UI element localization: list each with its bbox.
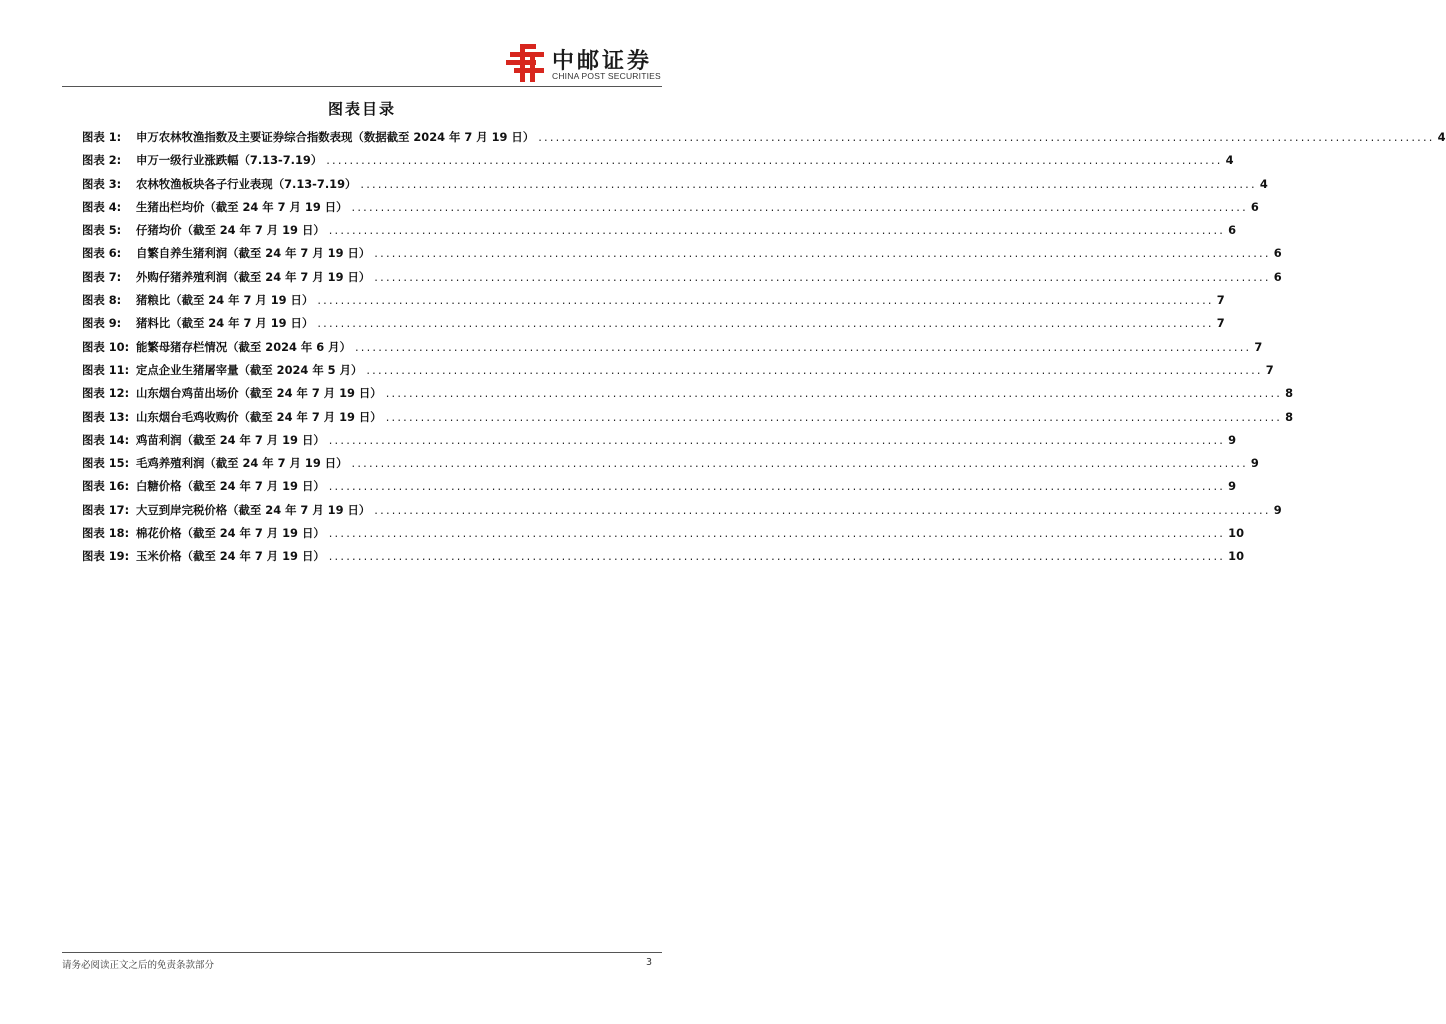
logo-english-text: CHINA POST SECURITIES <box>552 71 661 81</box>
toc-entry-title: 自繁自养生猪利润（截至 24 年 7 月 19 日） <box>136 246 371 261</box>
toc-entry-page: 4 <box>1259 176 1268 191</box>
toc-entry-label: 图表 1: <box>82 130 122 144</box>
toc-entry-page: 9 <box>1228 479 1237 494</box>
toc-entry-label: 图表 11: <box>82 362 130 377</box>
toc-dot-leader: .......................................................................................................................................................... <box>328 549 1226 564</box>
toc-entry-page: 9 <box>1250 456 1259 471</box>
toc-dot-leader: .......................................................................................................................................................... <box>374 269 1271 284</box>
toc-entry-label: 图表 13: <box>82 409 130 424</box>
toc-dot-leader: .......................................................................................................................................................... <box>328 479 1226 494</box>
toc-entry-title: 大豆到岸完税价格（截至 24 年 7 月 19 日） <box>136 502 371 517</box>
toc-dot-leader: .......................................................................................................................................................... <box>328 526 1226 541</box>
toc-entry-title: 棉花价格（截至 24 年 7 月 19 日） <box>136 526 325 541</box>
toc-entry-label: 图表 9: <box>82 316 122 331</box>
toc-dot-leader: .......................................................................................................................................................... <box>366 362 1263 377</box>
toc-entry-page: 10 <box>1228 549 1244 564</box>
toc-dot-leader: .......................................................................................................................................................... <box>354 339 1252 354</box>
logo-chinese-text: 中邮证券 <box>552 49 653 74</box>
toc-entry-title: 申万农林牧渔指数及主要证券综合指数表现（数据截至 2024 年 7 月 19 日） <box>136 130 535 144</box>
toc-entry[interactable] <box>82 455 1259 478</box>
toc-entry[interactable] <box>82 269 1282 292</box>
toc-entry-page: 6 <box>1273 269 1282 284</box>
toc-entry-title: 玉米价格（截至 24 年 7 月 19 日） <box>136 549 325 564</box>
toc-dot-leader: .......................................................................................................................................................... <box>374 502 1271 517</box>
toc-entry-label: 图表 17: <box>82 502 130 517</box>
toc-dot-leader: .......................................................................................................................................................... <box>328 223 1226 238</box>
toc-entry-label: 图表 19: <box>82 549 130 564</box>
toc-entry-label: 图表 2: <box>82 153 122 168</box>
toc-entry-page: 8 <box>1285 386 1294 401</box>
toc-entry-page: 4 <box>1437 130 1446 144</box>
toc-entry-page: 7 <box>1265 362 1274 377</box>
toc-entry-title: 外购仔猪养殖利润（截至 24 年 7 月 19 日） <box>136 269 371 284</box>
toc-entry-page: 4 <box>1225 153 1234 168</box>
toc-entry-title: 仔猪均价（截至 24 年 7 月 19 日） <box>136 223 325 238</box>
toc-entry[interactable] <box>82 548 1244 571</box>
toc-entry-title: 生猪出栏均价（截至 24 年 7 月 19 日） <box>136 199 348 214</box>
toc-dot-leader: .......................................................................................................................................................... <box>360 176 1257 191</box>
toc-entry-title: 农林牧渔板块各子行业表现（7.13-7.19） <box>136 176 357 191</box>
toc-entry-label: 图表 12: <box>82 386 130 401</box>
toc-entry-page: 9 <box>1273 502 1282 517</box>
toc-entry[interactable] <box>82 385 1294 408</box>
toc-entry-page: 10 <box>1228 526 1244 541</box>
toc-entry-page: 9 <box>1228 432 1237 447</box>
toc-entry-title: 山东烟台鸡苗出场价（截至 24 年 7 月 19 日） <box>136 386 382 401</box>
toc-entry-label: 图表 8: <box>82 293 122 308</box>
toc-entry[interactable] <box>82 152 1234 175</box>
page-header <box>62 40 662 86</box>
toc-entry-title: 白糖价格（截至 24 年 7 月 19 日） <box>136 479 325 494</box>
toc-entry[interactable] <box>82 502 1282 525</box>
toc-entry-label: 图表 7: <box>82 269 122 284</box>
footer-disclaimer: 请务必阅读正文之后的免责条款部分 <box>62 960 215 971</box>
toc-entry-title: 申万一级行业涨跌幅（7.13-7.19） <box>136 153 323 168</box>
toc-dot-leader: .......................................................................................................................................................... <box>385 409 1283 424</box>
toc-dot-leader: .......................................................................................................................................................... <box>317 293 1214 308</box>
toc-entry[interactable] <box>82 432 1237 455</box>
toc-dot-leader: .......................................................................................................................................................... <box>538 130 1435 144</box>
toc-entry[interactable] <box>82 292 1225 315</box>
footer-divider <box>62 952 662 953</box>
toc-entry[interactable] <box>82 362 1274 385</box>
toc-entry-page: 6 <box>1273 246 1282 261</box>
toc-entry-title: 猪料比（截至 24 年 7 月 19 日） <box>136 316 314 331</box>
toc-dot-leader: .......................................................................................................................................................... <box>351 199 1248 214</box>
toc-entry[interactable] <box>82 339 1263 362</box>
toc-entry-label: 图表 6: <box>82 246 122 261</box>
toc-entry[interactable] <box>82 199 1259 222</box>
toc-entry-label: 图表 15: <box>82 456 130 471</box>
page-number: 3 <box>645 957 652 968</box>
china-post-logo-icon <box>506 44 546 82</box>
toc-entry-label: 图表 10: <box>82 339 130 354</box>
toc-entry-title: 能繁母猪存栏情况（截至 2024 年 6 月） <box>136 339 351 354</box>
toc-entry-page: 7 <box>1216 316 1225 331</box>
toc-dot-leader: .......................................................................................................................................................... <box>328 432 1226 447</box>
toc-entry-label: 图表 4: <box>82 199 122 214</box>
toc-entry[interactable] <box>82 525 1244 548</box>
table-of-figures <box>82 129 1446 572</box>
toc-entry-page: 6 <box>1228 223 1237 238</box>
toc-entry-page: 7 <box>1254 339 1263 354</box>
toc-dot-leader: .......................................................................................................................................................... <box>351 456 1248 471</box>
toc-dot-leader: .......................................................................................................................................................... <box>317 316 1214 331</box>
toc-entry-label: 图表 14: <box>82 432 130 447</box>
toc-entry-label: 图表 16: <box>82 479 130 494</box>
toc-entry-page: 7 <box>1216 293 1225 308</box>
toc-entry-title: 猪粮比（截至 24 年 7 月 19 日） <box>136 293 314 308</box>
header-divider <box>62 86 662 87</box>
toc-entry-page: 8 <box>1285 409 1294 424</box>
toc-entry[interactable] <box>82 315 1225 338</box>
toc-entry-title: 定点企业生猪屠宰量（截至 2024 年 5 月） <box>136 362 363 377</box>
page-title: 图表目录 <box>327 100 396 118</box>
toc-entry-title: 鸡苗利润（截至 24 年 7 月 19 日） <box>136 432 325 447</box>
toc-entry-title: 毛鸡养殖利润（截至 24 年 7 月 19 日） <box>136 456 348 471</box>
toc-entry-title: 山东烟台毛鸡收购价（截至 24 年 7 月 19 日） <box>136 409 382 424</box>
toc-dot-leader: .......................................................................................................................................................... <box>385 386 1283 401</box>
toc-entry[interactable] <box>82 222 1237 245</box>
toc-entry[interactable] <box>82 478 1237 501</box>
toc-entry-page: 6 <box>1250 199 1259 214</box>
toc-entry[interactable] <box>82 245 1282 268</box>
toc-entry-label: 图表 18: <box>82 526 130 541</box>
toc-entry[interactable] <box>82 129 1446 152</box>
company-logo <box>506 44 662 84</box>
toc-entry[interactable] <box>82 409 1294 432</box>
toc-entry-label: 图表 3: <box>82 176 122 191</box>
toc-dot-leader: .......................................................................................................................................................... <box>374 246 1271 261</box>
toc-dot-leader: .......................................................................................................................................................... <box>326 153 1223 168</box>
toc-entry-label: 图表 5: <box>82 223 122 238</box>
toc-entry[interactable] <box>82 176 1268 199</box>
